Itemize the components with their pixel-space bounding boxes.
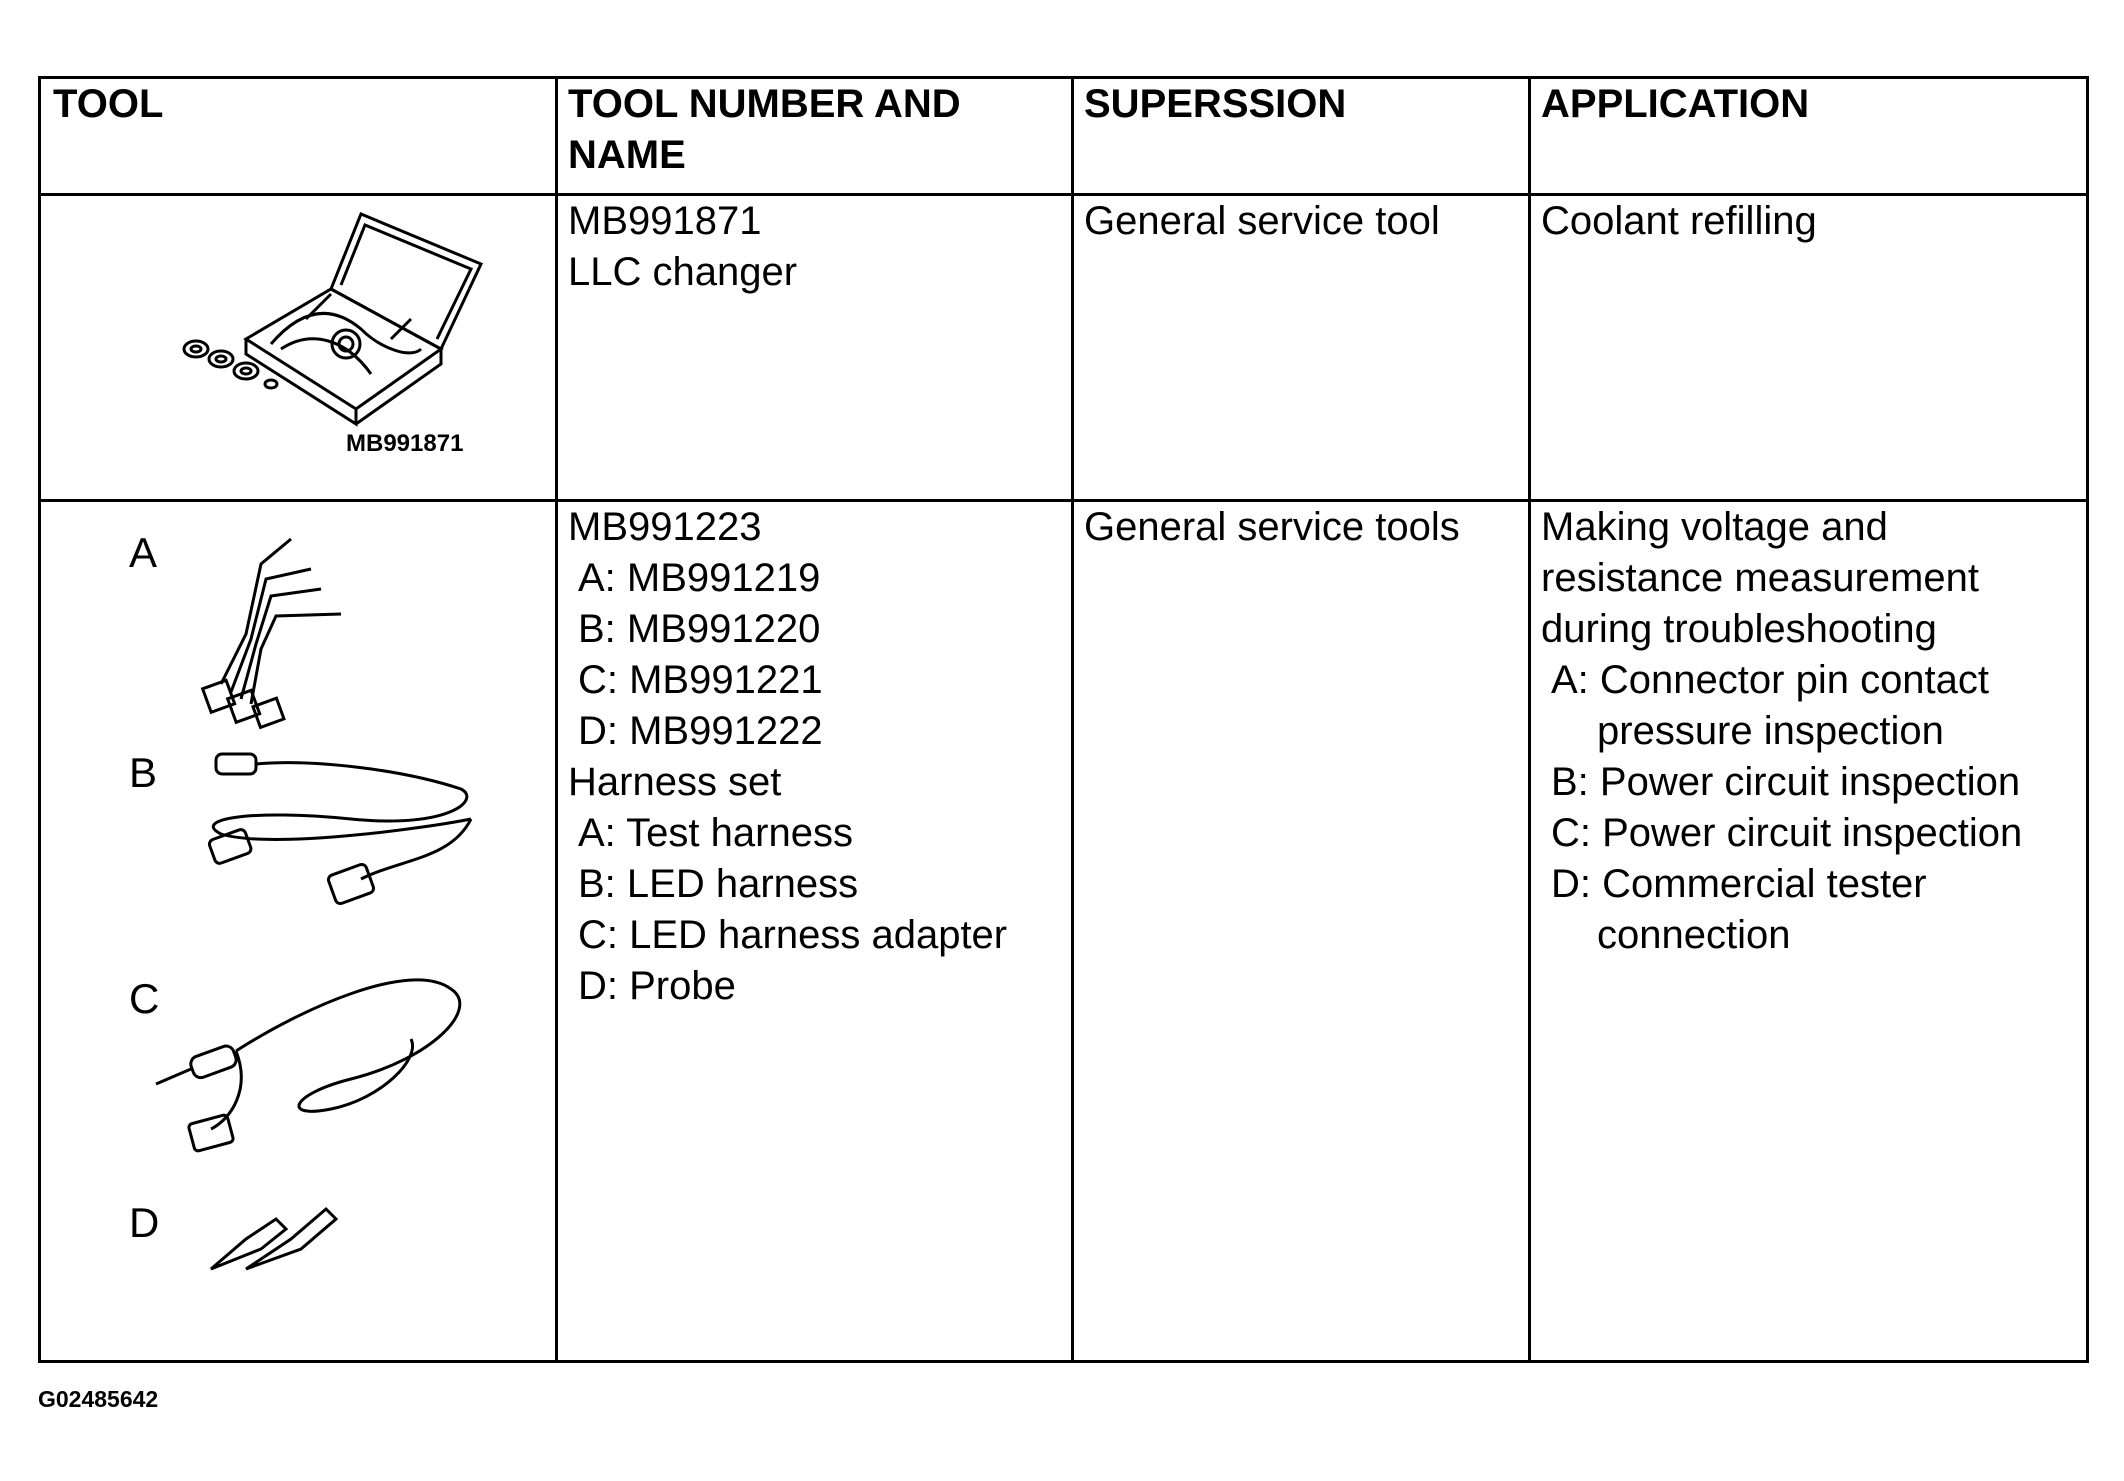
row2-supersession: General service tools [1084, 505, 1460, 549]
probe-icon [206, 1199, 396, 1279]
tool-number-d: D: MB991222 [578, 709, 823, 753]
application-line: resistance measurement [1541, 556, 1979, 600]
llc-changer-kit-icon [131, 209, 511, 439]
label-b: B [129, 749, 158, 796]
tool-number-c: C: MB991221 [578, 658, 823, 702]
row1-supersession: General service tool [1084, 199, 1440, 243]
column-divider [555, 79, 558, 1360]
tool-name-c: C: LED harness adapter [578, 913, 1008, 957]
application-line: Making voltage and [1541, 505, 1888, 549]
label-a: A [129, 529, 158, 576]
application-line: pressure inspection [1597, 709, 1944, 753]
tool-number: MB991871 [568, 199, 762, 243]
image-caption: MB991871 [346, 430, 464, 457]
test-harness-icon [161, 534, 421, 734]
led-harness-icon [171, 749, 491, 929]
application-line: A: Connector pin contact [1551, 658, 1990, 702]
header-supersession: SUPERSSION [1084, 82, 1347, 126]
application-line: C: Power circuit inspection [1551, 811, 2023, 855]
application-line: during troubleshooting [1541, 607, 1937, 651]
row1-application: Coolant refilling [1541, 199, 1817, 243]
tool-number: MB991223 [568, 505, 762, 549]
tool-name-a: A: Test harness [578, 811, 853, 855]
special-tools-table [38, 76, 2089, 1363]
tool-name: Harness set [568, 760, 782, 804]
header-application: APPLICATION [1541, 82, 1810, 126]
application-line: connection [1597, 913, 1791, 957]
led-harness-adapter-icon [151, 969, 471, 1159]
header-tool: TOOL [53, 82, 164, 126]
tool-name-d: D: Probe [578, 964, 736, 1008]
row2-application [1541, 502, 2022, 961]
tool-number-b: B: MB991220 [578, 607, 821, 651]
tool-name-b: B: LED harness [578, 862, 859, 906]
column-divider [1071, 79, 1074, 1360]
label-d: D [129, 1199, 160, 1246]
application-line: B: Power circuit inspection [1551, 760, 2021, 804]
column-divider [1528, 79, 1531, 1360]
application-line: D: Commercial tester [1551, 862, 1927, 906]
header-tool-number-and-name: TOOL NUMBER AND NAME [568, 82, 961, 177]
tool-name: LLC changer [568, 250, 798, 294]
tool-number-a: A: MB991219 [578, 556, 821, 600]
label-c: C [129, 975, 160, 1022]
row1-tool-number [568, 196, 797, 298]
figure-id: G02485642 [38, 1386, 159, 1412]
row2-tool-number [568, 502, 1007, 1012]
